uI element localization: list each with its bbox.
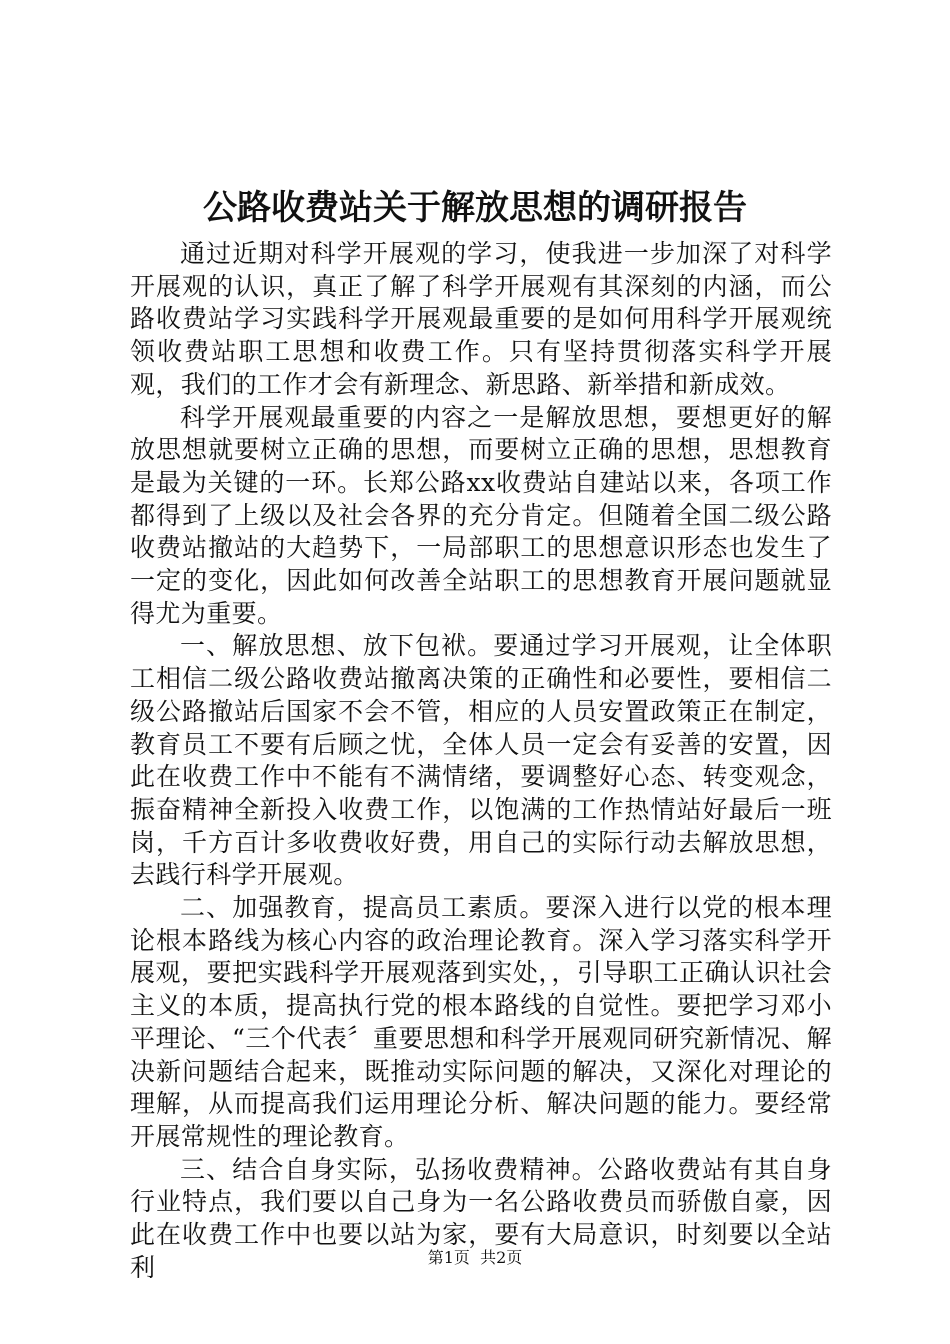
- paragraph-section-two: 二、加强教育，提高员工素质。要深入进行以党的根本理论根本路线为核心内容的政治理论教育。深入学习落实科学开展观，要把实践科学开展观落到实处，，引导职工正确认识社会主义的本质，提高执行党的根本路线的自觉性。要把学习邓小平理论、“三个代表〞重要思想和科学开展观同研究新情况、解决新问题结合起来，既推动实际问题的解决，又深化对理论的理解，从而提高我们运用理论分析、解决问题的能力。要经常开展常规性的理论教育。: [130, 893, 832, 1151]
- document-title: 公路收费站关于解放思想的调研报告: [203, 188, 747, 228]
- paragraph-liberate-thought: 科学开展观最重要的内容之一是解放思想，要想更好的解放思想就要树立正确的思想，而要树立正确的思想，思想教育是最为关键的一环。长郑公路xx收费站自建站以来，各项工作都得到了上级以及社会各界的充分肯定。但随着全国二级公路收费站撤站的大趋势下，一局部职工的思想意识形态也发生了一定的变化，因此如何改善全站职工的思想教育开展问题就显得尤为重要。: [130, 402, 832, 628]
- paragraph-intro: 通过近期对科学开展观的学习，使我进一步加深了对科学开展观的认识，真正了解了科学开展观有其深刻的内涵，而公路收费站学习实践科学开展观最重要的是如何用科学开展观统领收费站职工思想和收费工作。只有坚持贯彻落实科学开展观，我们的工作才会有新理念、新思路、新举措和新成效。: [130, 239, 832, 399]
- page-number: 第1页 共2页: [427, 1248, 523, 1267]
- paragraph-section-three: 三、结合自身实际，弘扬收费精神。公路收费站有其自身行业特点，我们要以自己身为一名公路收费员而骄傲自豪，因此在收费工作中也要以站为家，要有大局意识，时刻要以全站利: [130, 1154, 832, 1282]
- document-body: [130, 238, 832, 1285]
- page-footer: [0, 1248, 950, 1268]
- paragraph-section-one: 一、解放思想、放下包袱。要通过学习开展观，让全体职工相信二级公路收费站撤离决策的正确性和必要性，要相信二级公路撤站后国家不会不管，相应的人员安置政策正在制定，教育员工不要有后顾之忧，全体人员一定会有妥善的安置，因此在收费工作中不能有不满情绪，要调整好心态、转变观念，振奋精神全新投入收费工作，以饱满的工作热情站好最后一班岗，千方百计多收费收好费，用自己的实际行动去解放思想，去践行科学开展观。: [130, 631, 832, 890]
